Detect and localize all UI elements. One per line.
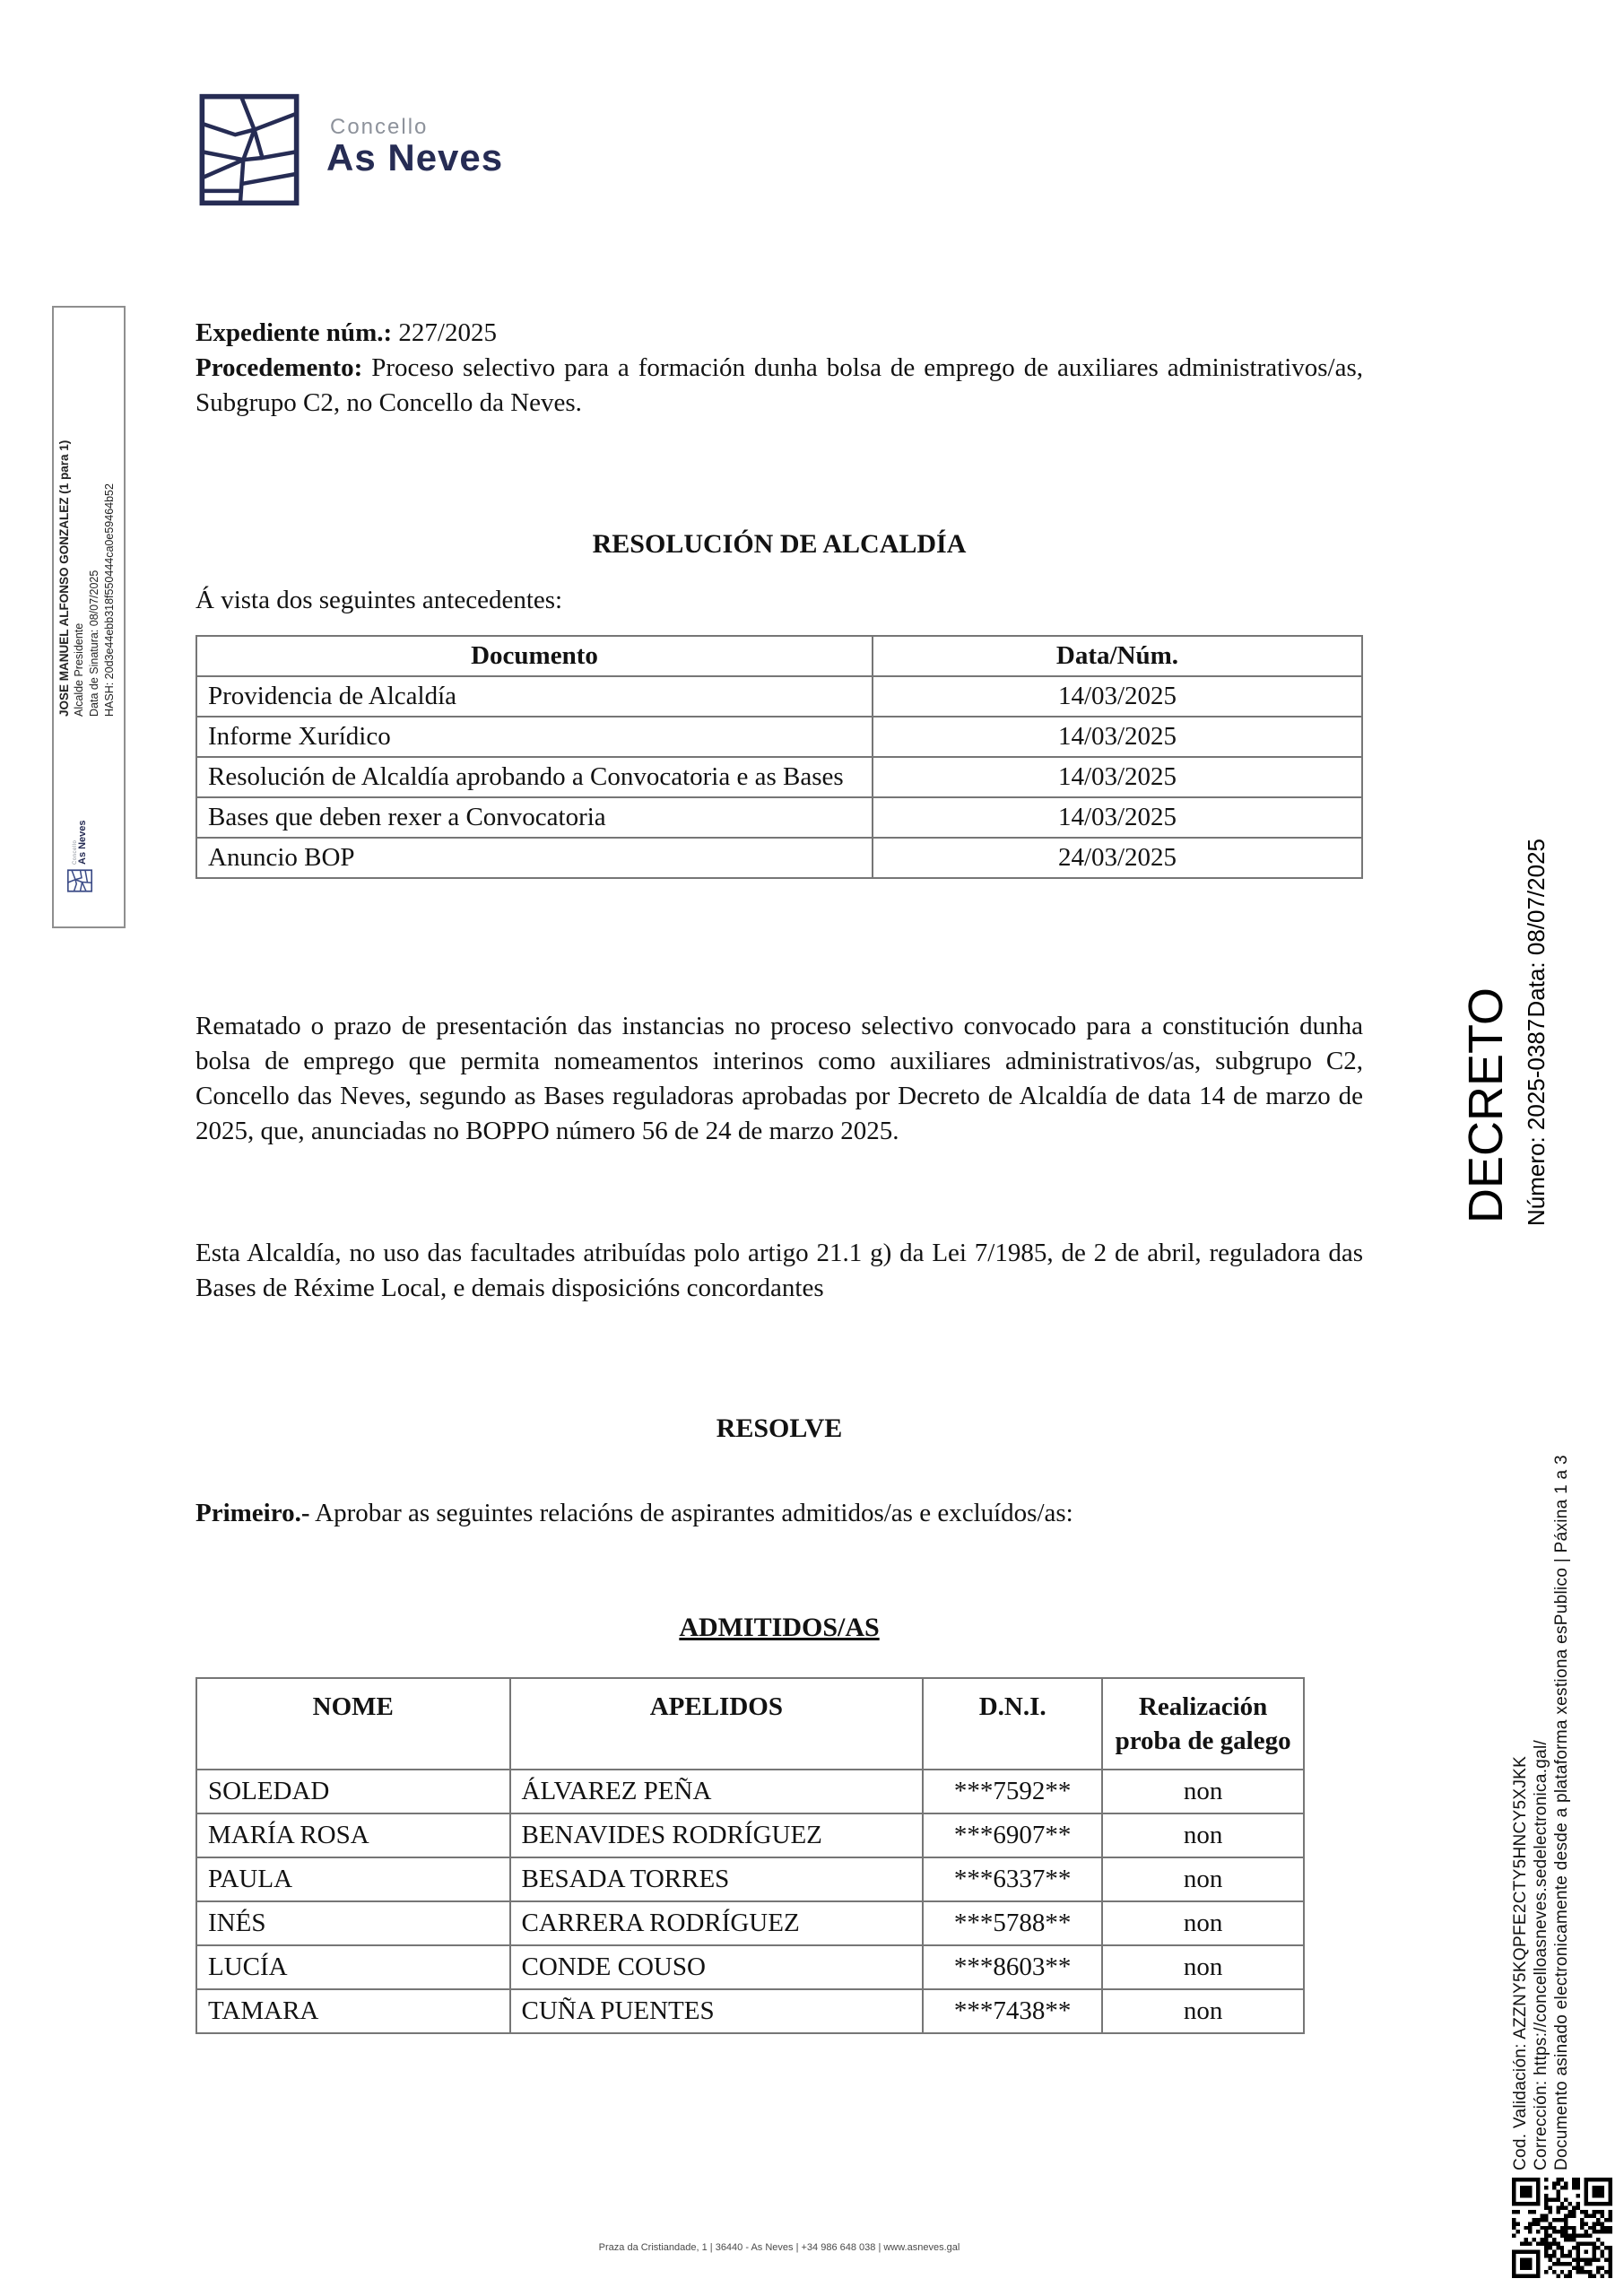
date-cell: 24/03/2025 — [873, 838, 1362, 878]
dni-cell: ***7592** — [923, 1770, 1102, 1813]
stamp-concello-label: Concello — [72, 839, 78, 865]
as-neves-logo-icon — [199, 92, 300, 207]
esigned-note: Documento asinado electronicamente desde a plataforma xestiona esPublico | Páxina 1 a 3 — [1552, 1455, 1571, 2170]
galego-cell: non — [1102, 1989, 1304, 2033]
doc-cell: Resolución de Alcaldía aprobando a Convocatoria e as Bases — [196, 757, 873, 797]
footer-address: Praza da Cristiandade, 1 | 36440 - As Neves | +34 986 648 038 | www.asneves.gal — [598, 2242, 960, 2253]
col-dni: D.N.I. — [923, 1678, 1102, 1770]
doc-cell: Anuncio BOP — [196, 838, 873, 878]
paragraph-alcaldia: Esta Alcaldía, no uso das facultades atribuídas polo artigo 21.1 g) da Lei 7/1985, de 2 de abril, reguladora das Bases de Réxime Local, e demais disposicións concordantes — [195, 1239, 1363, 1302]
as-neves-stamp — [67, 820, 92, 892]
admitidos-title-text: ADMITIDOS/AS — [679, 1613, 880, 1642]
dni-cell: ***5788** — [923, 1901, 1102, 1945]
decreto-meta-vertical — [1523, 839, 1555, 1226]
table-header-row — [196, 1678, 1304, 1770]
nome-cell: SOLEDAD — [196, 1770, 510, 1813]
table-header-row — [196, 636, 1362, 676]
antecedentes-table — [195, 635, 1363, 879]
table-row — [196, 1770, 1304, 1813]
dni-cell: ***6337** — [923, 1857, 1102, 1901]
resolve-title: RESOLVE — [716, 1413, 843, 1443]
signature-text — [56, 440, 117, 717]
decreto-date: Data: 08/07/2025 — [1523, 839, 1550, 1018]
date-cell: 14/03/2025 — [873, 717, 1362, 757]
table-row — [196, 1857, 1304, 1901]
date-cell: 14/03/2025 — [873, 797, 1362, 838]
apelidos-cell: BENAVIDES RODRÍGUEZ — [510, 1813, 924, 1857]
dni-cell: ***7438** — [923, 1989, 1102, 2033]
col-data-num: Data/Núm. — [873, 636, 1362, 676]
apelidos-cell: CONDE COUSO — [510, 1945, 924, 1989]
resolution-intro: Á vista dos seguintes antecedentes: — [195, 586, 563, 614]
signature-hash: HASH: 20d3e44ebb318f550444ca0e59464b52 — [103, 483, 116, 717]
table-row — [196, 1945, 1304, 1989]
admitidos-table — [195, 1677, 1305, 2034]
expediente-label: Expediente núm.: — [195, 318, 393, 347]
validation-vertical — [1510, 1372, 1575, 2170]
apelidos-cell: ÁLVAREZ PEÑA — [510, 1770, 924, 1813]
primeiro-text: Aprobar as seguintes relacións de aspirantes admitidos/as e excluídos/as: — [309, 1499, 1073, 1527]
signer-role: Alcalde Presidente — [73, 622, 85, 717]
admitidos-title — [195, 1613, 1363, 1643]
expediente-block — [195, 316, 1363, 421]
table-row — [196, 1813, 1304, 1857]
primeiro-block — [195, 1496, 1363, 1531]
decreto-label: DECRETO — [1459, 987, 1513, 1223]
galego-cell: non — [1102, 1901, 1304, 1945]
doc-cell: Informe Xurídico — [196, 717, 873, 757]
logo-concello-label: Concello — [330, 115, 429, 139]
table-row — [196, 797, 1362, 838]
col-nome: NOME — [196, 1678, 510, 1770]
nome-cell: PAULA — [196, 1857, 510, 1901]
dni-cell: ***8603** — [923, 1945, 1102, 1989]
paragraph-rematado: Rematado o prazo de presentación das instancias no proceso selectivo convocado para a constitución dunha bolsa de emprego que permita nomeamentos interinos como auxiliares administrativos/as, subgrupo C2, Concello das Neves, segundo as Bases reguladoras aprobadas por Decreto de Alcaldía de data 14 de marzo de 2025, que, anunciadas no BOPPO número 56 de 24 de marzo 2025. — [195, 1012, 1363, 1145]
stamp-name-label: As Neves — [76, 820, 88, 865]
nome-cell: MARÍA ROSA — [196, 1813, 510, 1857]
procedemento-label: Procedemento: — [195, 353, 363, 382]
as-neves-stamp-icon — [67, 869, 92, 892]
apelidos-cell: BESADA TORRES — [510, 1857, 924, 1901]
validation-code: Cod. Validación: AZZNY5KQPFE2CTY5HNCY5XJKK — [1511, 1755, 1530, 2170]
nome-cell: INÉS — [196, 1901, 510, 1945]
decreto-number: Número: 2025-0387 — [1523, 1018, 1550, 1226]
galego-cell: non — [1102, 1770, 1304, 1813]
col-galego: Realización proba de galego — [1102, 1678, 1304, 1770]
apelidos-cell: CARRERA RODRÍGUEZ — [510, 1901, 924, 1945]
table-row — [196, 838, 1362, 878]
table-row — [196, 676, 1362, 717]
table-row — [196, 717, 1362, 757]
table-row — [196, 757, 1362, 797]
primeiro-label: Primeiro.- — [195, 1499, 310, 1527]
doc-cell: Providencia de Alcaldía — [196, 676, 873, 717]
procedemento-value: Proceso selectivo para a formación dunha bolsa de emprego de auxiliares administrativos/as, Subgrupo C2, no Concello da Neves. — [195, 353, 1364, 417]
decreto-vertical — [1458, 987, 1521, 1223]
col-apelidos: APELIDOS — [510, 1678, 924, 1770]
table-row — [196, 1989, 1304, 2033]
doc-cell: Bases que deben rexer a Convocatoria — [196, 797, 873, 838]
dni-cell: ***6907** — [923, 1813, 1102, 1857]
qr-code-icon — [1512, 2178, 1612, 2278]
date-cell: 14/03/2025 — [873, 676, 1362, 717]
col-documento: Documento — [196, 636, 873, 676]
nome-cell: TAMARA — [196, 1989, 510, 2033]
signer-name: JOSE MANUEL ALFONSO GONZALEZ (1 para 1) — [57, 439, 71, 717]
nome-cell: LUCÍA — [196, 1945, 510, 1989]
logo-name-label: As Neves — [326, 136, 504, 178]
date-cell: 14/03/2025 — [873, 757, 1362, 797]
signature-date: Data de Sinatura: 08/07/2025 — [88, 570, 100, 717]
galego-cell: non — [1102, 1813, 1304, 1857]
verification-url: Corrección: https://concelloasneves.sedelectronica.gal/ — [1532, 1739, 1550, 2170]
expediente-value: 227/2025 — [398, 318, 497, 347]
galego-cell: non — [1102, 1945, 1304, 1989]
apelidos-cell: CUÑA PUENTES — [510, 1989, 924, 2033]
galego-cell: non — [1102, 1857, 1304, 1901]
signature-sidebar — [52, 306, 126, 928]
table-row — [196, 1901, 1304, 1945]
resolution-title: RESOLUCIÓN DE ALCALDÍA — [592, 529, 967, 559]
